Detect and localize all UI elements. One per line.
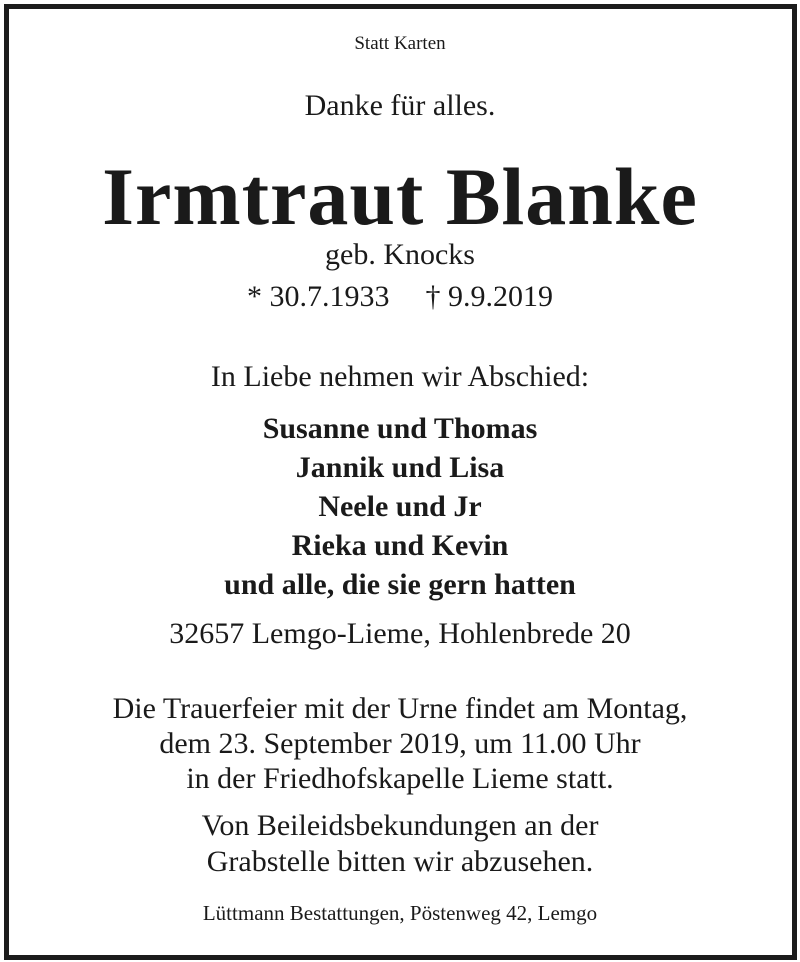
birth-name: geb. Knocks	[325, 238, 475, 271]
death-date: † 9.9.2019	[425, 280, 553, 313]
mourner-name: Susanne und Thomas	[262, 412, 538, 445]
birth-date: * 30.7.1933	[247, 280, 390, 313]
mourner-name: Jannik und Lisa	[295, 451, 505, 484]
deceased-name: Irmtraut Blanke	[102, 151, 698, 242]
mourner-name: Neele und Jr	[318, 490, 482, 523]
family-address: 32657 Lemgo-Lieme, Hohlenbrede 20	[169, 617, 631, 650]
funeral-home-footer: Lüttmann Bestattungen, Pöstenweg 42, Lemgo	[202, 901, 598, 925]
funeral-info-line: Die Trauerfeier mit der Urne findet am Montag,	[112, 692, 688, 725]
funeral-info-line: in der Friedhofskapelle Lieme statt.	[186, 762, 614, 795]
statt-karten-label: Statt Karten	[354, 33, 446, 54]
condolence-line: Grabstelle bitten wir abzusehen.	[206, 845, 594, 878]
funeral-info-line: dem 23. September 2019, um 11.00 Uhr	[159, 727, 641, 760]
mourner-name: und alle, die sie gern hatten	[224, 568, 576, 601]
life-dates	[0, 280, 800, 314]
funeral-info	[0, 691, 800, 796]
condolence-note	[0, 808, 800, 880]
mourners-intro: In Liebe nehmen wir Abschied:	[210, 360, 590, 393]
mourner-name: Rieka und Kevin	[291, 529, 509, 562]
mourners-list	[0, 409, 800, 604]
condolence-line: Von Beileidsbekundungen an der	[201, 809, 599, 842]
thanks-line: Danke für alles.	[304, 89, 496, 122]
